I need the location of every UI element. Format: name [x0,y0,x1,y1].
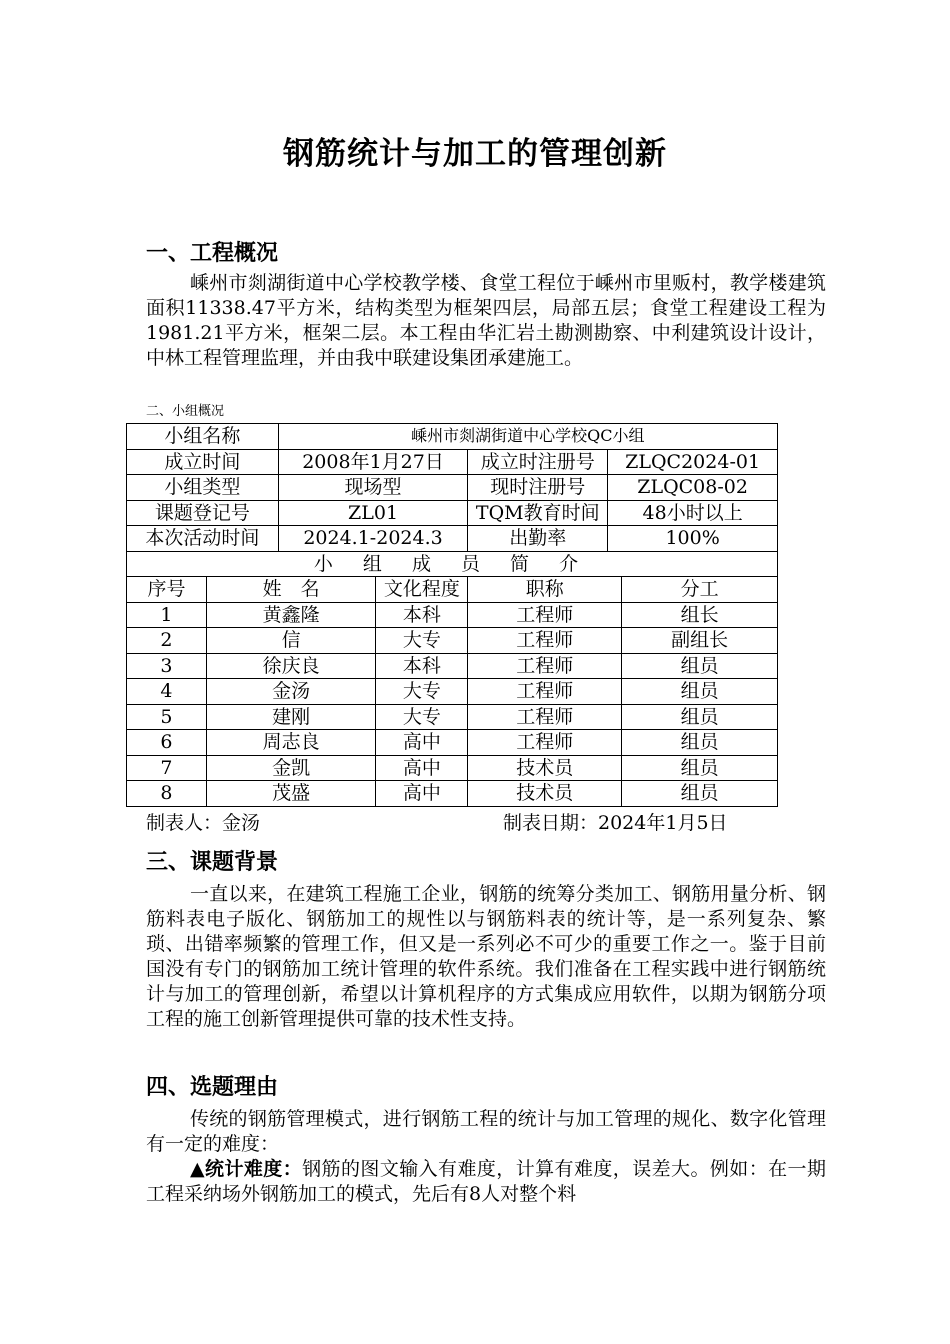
table-cell: 副组长 [622,628,778,654]
table-cell: 工程师 [468,653,622,679]
members-title: 小 组 成 员 简 介 [127,551,778,577]
table-row [127,475,778,501]
table-row [127,449,778,475]
table-row [127,424,778,450]
table-cell: 金凯 [206,755,376,781]
column-header: 序号 [127,577,207,603]
table-cell: 高中 [376,730,468,756]
value-cell: ZL01 [278,500,468,526]
value-cell: 100% [608,526,778,552]
table-cell: 周志良 [206,730,376,756]
bullet-text: 钢筋的图文输入有难度，计算有难度，误差大。例如：在一期工程采纳场外钢筋加工的模式，先后有8人对整个料 [146,1158,826,1205]
table-cell: 高中 [376,781,468,807]
table-row [127,755,778,781]
table-cell: 组员 [622,781,778,807]
made-by: 制表人：金汤 [146,812,261,834]
table-cell: 5 [127,704,207,730]
value-cell: 48小时以上 [608,500,778,526]
table-cell: 大专 [376,679,468,705]
table-cell: 高中 [376,755,468,781]
table-row [127,679,778,705]
table-cell: 金汤 [206,679,376,705]
table-row [127,628,778,654]
value-cell: ZLQC08-02 [608,475,778,501]
overview-paragraph [146,271,826,371]
table-cell: 组员 [622,679,778,705]
overview-text: 嵊州市剡湖街道中心学校教学楼、食堂工程位于嵊州市里贩村，教学楼建筑面积11338.47平方米，结构类型为框架四层，局部五层；食堂工程建设工程为1981.21平方米，框架二层。本工程由华汇岩土勘测勘察、中利建筑设计设计，中林工程管理监理，并由我中联建设集团承建施工。 [146,272,826,369]
table-cell: 茂盛 [206,781,376,807]
column-header: 职称 [468,577,622,603]
section-heading-group: 二、小组概况 [146,404,225,419]
table-cell: 3 [127,653,207,679]
table-cell: 本科 [376,653,468,679]
value-cell: ZLQC2024-01 [608,449,778,475]
table-cell: 8 [127,781,207,807]
label-cell: TQM教育时间 [468,500,608,526]
label-cell: 成立时注册号 [468,449,608,475]
value-cell: 现场型 [278,475,468,501]
table-row [127,500,778,526]
table-cell: 建刚 [206,704,376,730]
label-cell: 成立时间 [127,449,279,475]
table-cell: 组员 [622,730,778,756]
table-cell: 黄鑫隆 [206,602,376,628]
table-row [127,781,778,807]
reason-bullet [146,1157,826,1207]
background-text: 一直以来，在建筑工程施工企业，钢筋的统筹分类加工、钢筋用量分析、钢筋料表电子版化、钢筋加工的规性以与钢筋料表的统计等，是一系列复杂、繁琐、出错率频繁的管理工作，但又是一系列必不可少的重要工作之一。鉴于目前国没有专门的钢筋加工统计管理的软件系统。我们准备在工程实践中进行钢筋统计与加工的管理创新，希望以计算机程序的方式集成应用软件，以期为钢筋分项工程的施工创新管理提供可靠的技术性支持。 [146,883,826,1030]
label-cell: 课题登记号 [127,500,279,526]
table-cell: 7 [127,755,207,781]
table-cell: 组长 [622,602,778,628]
table-row [127,704,778,730]
column-header: 分工 [622,577,778,603]
table-cell: 信 [206,628,376,654]
table-cell: 徐庆良 [206,653,376,679]
label-cell: 小组类型 [127,475,279,501]
group-info-table [126,423,778,807]
label-cell: 出勤率 [468,526,608,552]
section-heading-overview: 一、工程概况 [146,240,279,266]
table-cell: 组员 [622,755,778,781]
table-cell: 工程师 [468,602,622,628]
table-cell: 工程师 [468,704,622,730]
column-header: 文化程度 [376,577,468,603]
table-cell: 技术员 [468,781,622,807]
table-cell: 1 [127,602,207,628]
reason-paragraph [146,1107,826,1207]
reason-text: 传统的钢筋管理模式，进行钢筋工程的统计与加工管理的规化、数字化管理有一定的难度： [146,1108,826,1155]
value-cell: 2008年1月27日 [278,449,468,475]
table-row [127,551,778,577]
bullet-label: 统计难度： [205,1158,303,1180]
table-cell: 2 [127,628,207,654]
table-row [127,653,778,679]
label-cell: 本次活动时间 [127,526,279,552]
table-cell: 4 [127,679,207,705]
table-cell: 6 [127,730,207,756]
table-cell: 本科 [376,602,468,628]
table-cell: 工程师 [468,730,622,756]
page-title: 钢筋统计与加工的管理创新 [283,136,667,172]
table-cell: 技术员 [468,755,622,781]
made-date: 制表日期：2024年1月5日 [503,812,728,834]
table-row [127,526,778,552]
table-cell: 大专 [376,704,468,730]
section-heading-background: 三、课题背景 [146,849,279,875]
triangle-icon: ▲ [190,1158,206,1180]
value-cell: 嵊州市剡湖街道中心学校QC小组 [278,424,777,450]
table-cell: 工程师 [468,679,622,705]
table-header-row [127,577,778,603]
table-cell: 大专 [376,628,468,654]
label-cell: 小组名称 [127,424,279,450]
table-row [127,602,778,628]
table-cell: 组员 [622,704,778,730]
label-cell: 现时注册号 [468,475,608,501]
background-paragraph [146,882,826,1032]
column-header: 姓 名 [206,577,376,603]
table-cell: 组员 [622,653,778,679]
value-cell: 2024.1-2024.3 [278,526,468,552]
table-cell: 工程师 [468,628,622,654]
table-row [127,730,778,756]
section-heading-reason: 四、选题理由 [146,1074,279,1100]
